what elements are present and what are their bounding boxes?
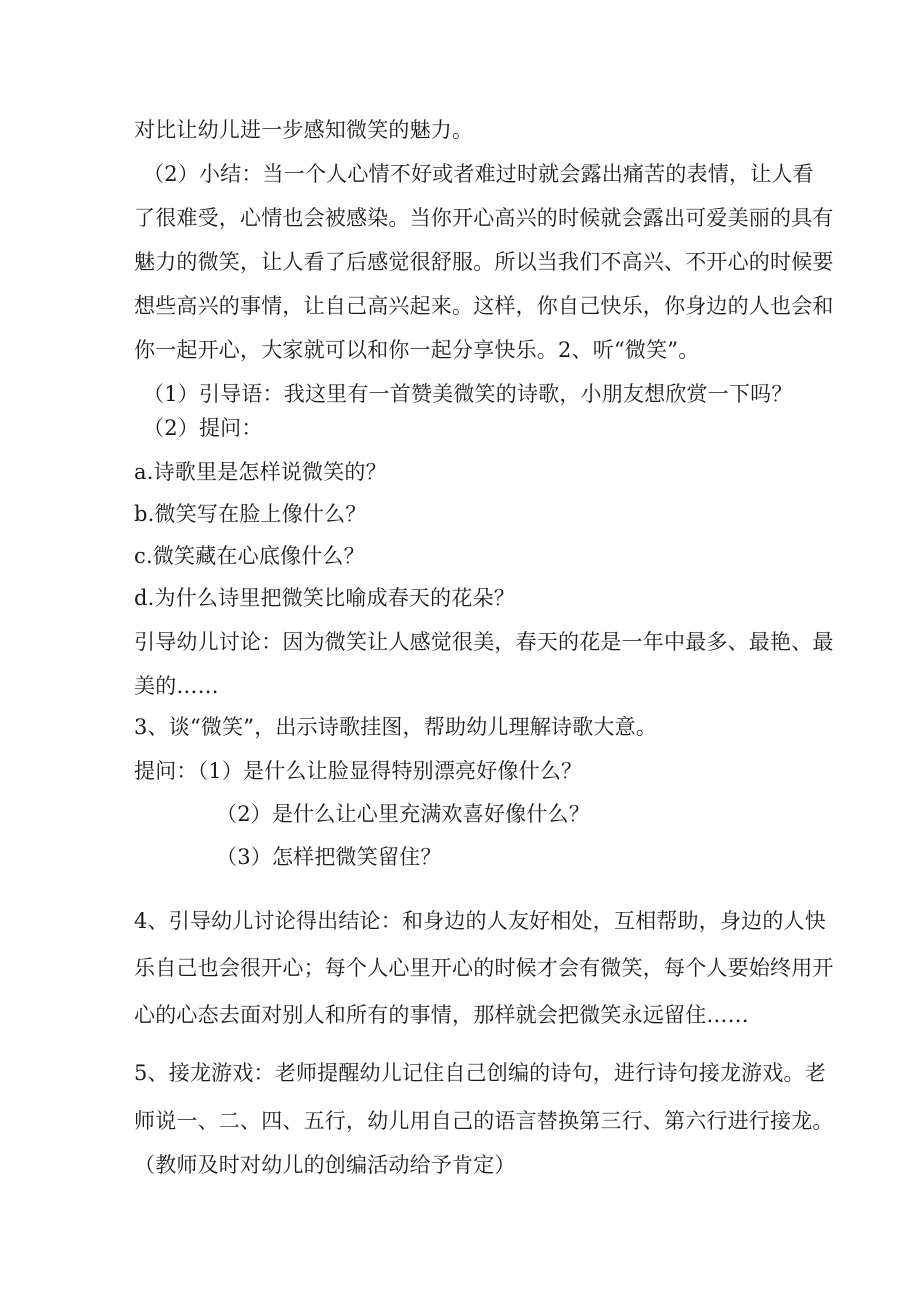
text-line: 3、谈“微笑”，出示诗歌挂图，帮助幼儿理解诗歌大意。 [134,715,658,739]
text-line: 魅力的微笑，让人看了后感觉很舒服。所以当我们不高兴、不开心的时候要 [134,250,834,274]
text-line: 对比让幼儿进一步感知微笑的魅力。 [134,118,474,142]
text-line: c.微笑藏在心底像什么？ [134,544,365,568]
text-line: 5、接龙游戏：老师提醒幼儿记住自己创编的诗句，进行诗句接龙游戏。老 [134,1061,826,1085]
text-line: 乐自己也会很开心；每个人心里开心的时候才会有微笑，每个人要始终用开 [134,956,834,980]
text-line: 美的…… [134,674,219,698]
text-line: 想些高兴的事情，让自己高兴起来。这样，你自己快乐，你身边的人也会和 [134,294,834,318]
text-line: （2）小结：当一个人心情不好或者难过时就会露出痛苦的表情，让人看 [143,162,814,186]
text-line: （2）是什么让心里充满欢喜好像什么？ [216,802,590,826]
text-line: 了很难受，心情也会被感染。当你开心高兴的时候就会露出可爱美丽的具有 [134,206,834,230]
text-line: b.微笑写在脸上像什么？ [134,502,367,526]
text-line: （1）引导语：我这里有一首赞美微笑的诗歌，小朋友想欣赏一下吗？ [143,382,793,406]
text-line: d.为什么诗里把微笑比喻成春天的花朵？ [134,586,515,610]
text-line: 引导幼儿讨论：因为微笑让人感觉很美，春天的花是一年中最多、最艳、最 [134,630,834,654]
text-line: （2）提问： [143,416,263,440]
text-line: 提问：（1）是什么让脸显得特别漂亮好像什么？ [134,759,583,783]
text-line: （教师及时对幼儿的创编活动给予肯定） [134,1153,516,1177]
text-line: 心的心态去面对别人和所有的事情，那样就会把微笑永远留住…… [134,1003,749,1027]
text-line: 你一起开心，大家就可以和你一起分享快乐。2、听“微笑”。 [134,338,700,362]
text-line: 师说一、二、四、五行，幼儿用自己的语言替换第三行、第六行进行接龙。 [134,1109,834,1133]
text-line: （3）怎样把微笑留住？ [216,845,442,869]
text-line: 4、引导幼儿讨论得出结论：和身边的人友好相处，互相帮助，身边的人快 [134,909,826,933]
text-line: a.诗歌里是怎样说微笑的？ [134,460,387,484]
